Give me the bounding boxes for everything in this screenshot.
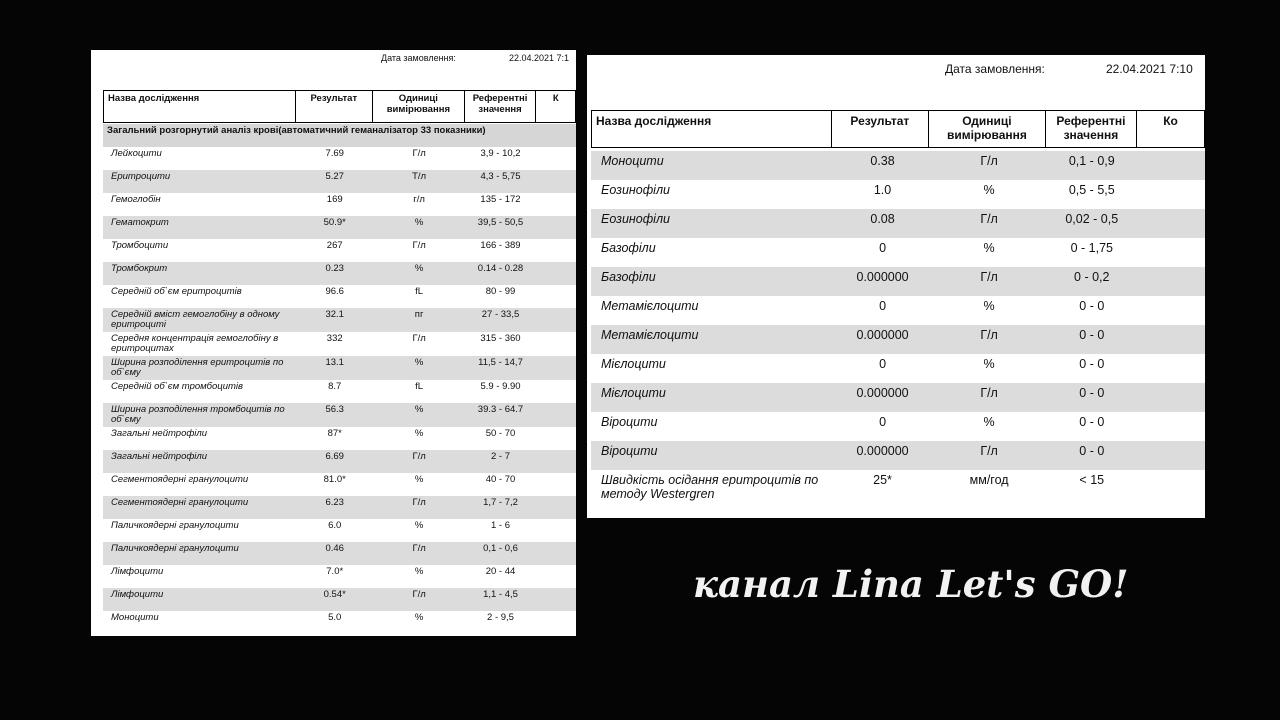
table-row [591, 296, 1205, 325]
test-reference: 80 - 99 [485, 286, 516, 297]
test-comment [1137, 151, 1205, 180]
table-row [591, 470, 1205, 504]
table-header [591, 110, 1205, 148]
test-unit: Г/л [931, 383, 1046, 412]
test-reference: 40 - 70 [485, 474, 516, 485]
test-name: Швидкість осідання еритроцитів по методу Westergren [601, 473, 819, 501]
test-comment [1137, 383, 1205, 412]
table-row [103, 611, 576, 634]
table-row [591, 441, 1205, 470]
column-header-reference: Референтні значення [464, 91, 536, 123]
test-reference: 166 - 389 [480, 240, 521, 251]
test-name: Загальні нейтрофіли [103, 450, 296, 473]
table-row [103, 473, 576, 496]
test-comment [1137, 238, 1205, 267]
test-unit: % [983, 415, 995, 429]
table-row [103, 565, 576, 588]
order-date-value: 22.04.2021 7:10 [1106, 62, 1193, 76]
test-comment [536, 588, 576, 611]
table-row [103, 216, 576, 239]
column-header-result: Результат [831, 111, 929, 148]
test-comment [1137, 296, 1205, 325]
test-result: 96.6 [325, 286, 344, 297]
test-unit: Г/л [373, 588, 464, 611]
test-unit: % [373, 262, 464, 285]
column-header-units: Одиниці вимірювання [929, 111, 1046, 148]
test-comment [1137, 441, 1205, 470]
lab-report-page-right [587, 55, 1205, 518]
test-unit: % [983, 299, 995, 313]
table-row [103, 496, 576, 519]
test-name: Мієлоцити [601, 357, 666, 371]
test-reference: 1,1 - 4,5 [465, 588, 537, 611]
test-comment [536, 450, 576, 473]
order-date-label: Дата замовлення: [945, 62, 1045, 76]
test-reference: 3,9 - 10,2 [480, 148, 521, 159]
table-row [591, 325, 1205, 354]
column-header-name: Назва дослідження [592, 111, 832, 148]
test-reference: 2 - 9,5 [487, 612, 514, 623]
test-result: 13.1 [296, 356, 374, 380]
test-unit: Г/л [412, 148, 426, 159]
test-result: 7.0* [326, 566, 344, 577]
order-date-label: Дата замовлення: [381, 53, 456, 63]
test-name: Лейкоцити [111, 148, 162, 159]
test-reference: 0 - 0 [1079, 415, 1105, 429]
test-unit: Г/л [931, 441, 1046, 470]
table-row [591, 412, 1205, 441]
table-row [591, 238, 1205, 267]
test-unit: % [983, 241, 995, 255]
test-reference: 135 - 172 [480, 194, 521, 205]
test-name: Гемоглобін [111, 194, 161, 205]
test-result: 0.000000 [834, 441, 932, 470]
section-title: Загальний розгорнутий аналіз крові(автоматичний геманалізатор 33 показники) [103, 124, 576, 147]
test-unit: fL [415, 286, 424, 297]
test-result: 0.08 [834, 209, 932, 238]
test-name: Тромбокрит [103, 262, 296, 285]
test-comment [536, 356, 576, 380]
test-result: 0.000000 [834, 267, 932, 296]
test-unit: Г/л [931, 325, 1046, 354]
test-comment [536, 473, 576, 496]
test-result: 6.23 [296, 496, 374, 519]
test-name: Базофіли [591, 267, 834, 296]
test-unit: Г/л [412, 240, 426, 251]
test-comment [536, 285, 576, 308]
test-name: Сегментоядерні гранулоцити [103, 496, 296, 519]
test-reference: 27 - 33,5 [465, 308, 537, 332]
test-result: 5.0 [328, 612, 342, 623]
test-name: Метамієлоцити [591, 325, 834, 354]
test-name: Загальні нейтрофіли [111, 428, 208, 439]
column-header-result: Результат [295, 91, 373, 123]
test-comment [536, 332, 576, 356]
test-name: Тромбоцити [111, 240, 169, 251]
test-comment [536, 519, 576, 542]
table-row [103, 450, 576, 473]
test-name: Еритроцити [103, 170, 296, 193]
test-comment [1137, 470, 1205, 504]
test-name: Ширина розподілення тромбоцитів по об`єму [103, 403, 296, 427]
results-table [591, 151, 1205, 504]
test-result: 0.000000 [834, 383, 932, 412]
test-result: 1.0 [873, 183, 892, 197]
test-result: 267 [326, 240, 343, 251]
test-result: 0 [879, 357, 887, 371]
test-unit: Г/л [373, 496, 464, 519]
test-comment [536, 147, 576, 170]
test-unit: мм/год [969, 473, 1009, 487]
test-comment [536, 542, 576, 565]
test-result: 87* [327, 428, 342, 439]
test-comment [536, 308, 576, 332]
test-name: Мієлоцити [591, 383, 834, 412]
column-header-comment: К [536, 91, 576, 123]
test-result: 0 [879, 299, 887, 313]
test-reference: 0,1 - 0,6 [465, 542, 537, 565]
test-reference: 315 - 360 [480, 333, 521, 344]
test-reference: 39.3 - 64.7 [465, 403, 537, 427]
column-header-name: Назва дослідження [104, 91, 296, 123]
table-row [103, 170, 576, 193]
test-reference: 1,7 - 7,2 [465, 496, 537, 519]
table-row [103, 262, 576, 285]
test-reference: 0 - 1,75 [1070, 241, 1113, 255]
column-header-units: Одиниці вимірювання [373, 91, 465, 123]
test-comment [536, 565, 576, 588]
order-date-value: 22.04.2021 7:1 [509, 53, 570, 63]
table-row [103, 308, 576, 332]
test-name: Середній об`єм еритроцитів [111, 286, 242, 297]
table-row [591, 354, 1205, 383]
test-result: 0.46 [296, 542, 374, 565]
test-comment [1137, 180, 1205, 209]
test-name: Моноцити [111, 612, 159, 623]
test-unit: Г/л [373, 542, 464, 565]
test-reference: 0 - 0 [1079, 357, 1105, 371]
test-reference: 39,5 - 50,5 [465, 216, 537, 239]
test-name: Середня концентрація гемоглобіну в еритроцитах [111, 333, 279, 354]
test-name: Паличкоядерні гранулоцити [111, 520, 239, 531]
test-name: Моноцити [591, 151, 834, 180]
test-reference: 0,5 - 5,5 [1068, 183, 1115, 197]
test-result: 0 [879, 241, 887, 255]
table-row [103, 427, 576, 450]
test-result: 5.27 [296, 170, 374, 193]
test-result: 0.38 [834, 151, 932, 180]
test-reference: 0 - 0 [1047, 383, 1137, 412]
test-name: Лімфоцити [111, 566, 164, 577]
table-row [103, 380, 576, 403]
column-header-reference: Референтні значення [1045, 111, 1136, 148]
test-result: 25* [873, 473, 892, 487]
test-unit: % [414, 566, 424, 577]
test-unit: % [983, 357, 995, 371]
test-reference: 0 - 0 [1047, 441, 1137, 470]
test-name: Базофіли [601, 241, 656, 255]
test-reference: 20 - 44 [485, 566, 516, 577]
test-unit: % [373, 403, 464, 427]
column-header-comment: Ко [1137, 111, 1205, 148]
table-row [103, 542, 576, 565]
test-unit: % [414, 612, 424, 623]
test-comment [536, 427, 576, 450]
test-comment [1137, 267, 1205, 296]
table-row [103, 193, 576, 216]
test-result: 7.69 [325, 148, 344, 159]
table-row [591, 209, 1205, 238]
test-reference: 4,3 - 5,75 [465, 170, 537, 193]
test-name: Лімфоцити [103, 588, 296, 611]
test-comment [1137, 209, 1205, 238]
table-row [591, 383, 1205, 412]
table-header [103, 90, 576, 123]
test-unit: Т/л [373, 170, 464, 193]
test-unit: г/л [413, 194, 425, 205]
test-result: 32.1 [296, 308, 374, 332]
test-result: 0.23 [296, 262, 374, 285]
test-comment [536, 611, 576, 634]
test-result: 56.3 [296, 403, 374, 427]
test-comment [536, 262, 576, 285]
test-unit: % [414, 428, 424, 439]
test-name: Віроцити [601, 415, 658, 429]
section-title-row [103, 124, 576, 147]
table-row [591, 180, 1205, 209]
table-row [103, 403, 576, 427]
test-name: Еозинофіли [601, 183, 670, 197]
table-row [591, 267, 1205, 296]
table-row [103, 239, 576, 262]
test-unit: Г/л [931, 209, 1046, 238]
test-name: Сегментоядерні гранулоцити [111, 474, 249, 485]
test-result: 0.000000 [834, 325, 932, 354]
test-comment [536, 496, 576, 519]
test-comment [1137, 325, 1205, 354]
table-row [103, 285, 576, 308]
table-row [103, 588, 576, 611]
test-result: 81.0* [323, 474, 346, 485]
test-comment [536, 216, 576, 239]
table-row [103, 332, 576, 356]
test-reference: 1 - 6 [491, 520, 511, 531]
test-result: 0 [879, 415, 887, 429]
test-unit: Г/л [412, 333, 426, 344]
test-unit: Г/л [931, 267, 1046, 296]
test-result: 6.69 [296, 450, 374, 473]
test-comment [536, 239, 576, 262]
test-reference: 0,1 - 0,9 [1047, 151, 1137, 180]
test-unit: % [373, 216, 464, 239]
test-unit: пг [373, 308, 464, 332]
test-reference: 11,5 - 14,7 [465, 356, 537, 380]
test-name: Ширина розподілення еритроцитів по об`єму [103, 356, 296, 380]
test-unit: % [373, 356, 464, 380]
test-reference: 5.9 - 9.90 [480, 381, 521, 392]
test-result: 0.54* [296, 588, 374, 611]
test-comment [1137, 412, 1205, 441]
test-reference: 50 - 70 [485, 428, 516, 439]
channel-caption: канал Lina Let's GO! [693, 562, 1129, 606]
table-row [103, 147, 576, 170]
test-unit: % [414, 474, 424, 485]
test-result: 332 [326, 333, 343, 344]
test-reference: 0 - 0 [1047, 325, 1137, 354]
test-result: 50.9* [296, 216, 374, 239]
test-comment [536, 193, 576, 216]
test-reference: 0 - 0 [1079, 299, 1105, 313]
test-unit: Г/л [373, 450, 464, 473]
test-reference: 2 - 7 [465, 450, 537, 473]
test-name: Віроцити [591, 441, 834, 470]
test-reference: 0,02 - 0,5 [1047, 209, 1137, 238]
test-unit: % [983, 183, 995, 197]
test-name: Метамієлоцити [601, 299, 699, 313]
test-name: Середній вміст гемоглобіну в одному еритроциті [103, 308, 296, 332]
test-reference: < 15 [1079, 473, 1105, 487]
test-comment [536, 170, 576, 193]
test-unit: Г/л [931, 151, 1046, 180]
table-row [103, 519, 576, 542]
test-name: Паличкоядерні гранулоцити [103, 542, 296, 565]
test-comment [536, 403, 576, 427]
test-result: 6.0 [328, 520, 342, 531]
table-row [591, 151, 1205, 180]
table-row [103, 356, 576, 380]
test-reference: 0 - 0,2 [1047, 267, 1137, 296]
test-name: Еозинофіли [591, 209, 834, 238]
test-comment [1137, 354, 1205, 383]
test-name: Гематокрит [103, 216, 296, 239]
test-result: 8.7 [328, 381, 342, 392]
test-result: 169 [326, 194, 343, 205]
test-name: Середній об`єм тромбоцитів [111, 381, 243, 392]
test-unit: fL [415, 381, 424, 392]
test-unit: % [414, 520, 424, 531]
test-comment [536, 380, 576, 403]
lab-report-page-left [91, 50, 576, 636]
results-table [103, 124, 576, 634]
test-reference: 0.14 - 0.28 [465, 262, 537, 285]
